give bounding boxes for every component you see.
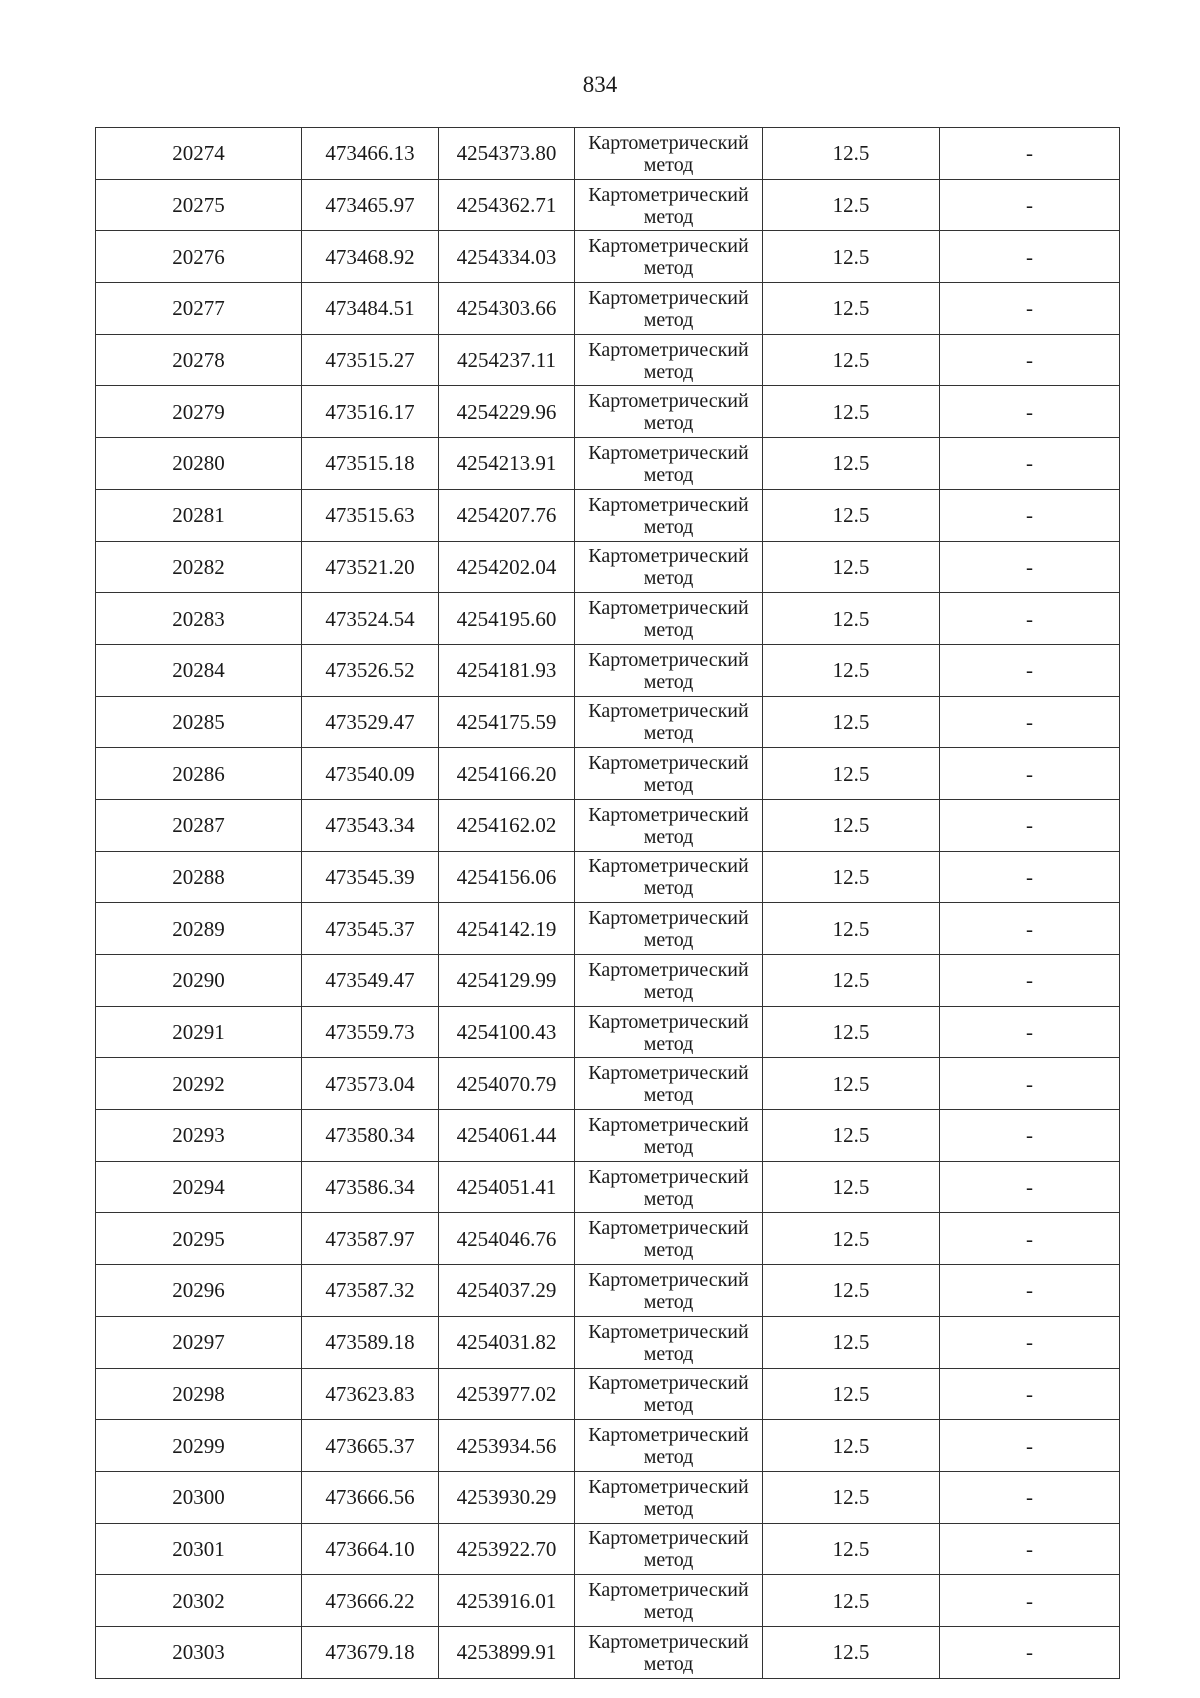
note-cell: - [940, 438, 1120, 490]
point-id-cell: 20299 [96, 1420, 302, 1472]
x-coordinate-cell: 473587.97 [302, 1213, 439, 1265]
point-id-cell: 20275 [96, 179, 302, 231]
accuracy-cell: 12.5 [763, 334, 940, 386]
accuracy-cell: 12.5 [763, 851, 940, 903]
table-row [96, 1265, 1120, 1317]
point-id-cell: 20276 [96, 231, 302, 283]
x-coordinate-cell: 473549.47 [302, 955, 439, 1007]
accuracy-cell: 12.5 [763, 1471, 940, 1523]
point-id-cell: 20282 [96, 541, 302, 593]
point-id-cell: 20285 [96, 696, 302, 748]
method-cell: Картометрический метод [575, 438, 763, 490]
method-cell: Картометрический метод [575, 179, 763, 231]
point-id-cell: 20283 [96, 593, 302, 645]
table-row [96, 1420, 1120, 1472]
y-coordinate-cell: 4254061.44 [439, 1110, 575, 1162]
x-coordinate-cell: 473468.92 [302, 231, 439, 283]
y-coordinate-cell: 4254207.76 [439, 489, 575, 541]
x-coordinate-cell: 473559.73 [302, 1006, 439, 1058]
method-cell: Картометрический метод [575, 1213, 763, 1265]
y-coordinate-cell: 4254213.91 [439, 438, 575, 490]
method-cell: Картометрический метод [575, 1626, 763, 1678]
y-coordinate-cell: 4254237.11 [439, 334, 575, 386]
y-coordinate-cell: 4254195.60 [439, 593, 575, 645]
point-id-cell: 20290 [96, 955, 302, 1007]
table-row [96, 283, 1120, 335]
table-row [96, 1575, 1120, 1627]
method-cell: Картометрический метод [575, 1523, 763, 1575]
method-cell: Картометрический метод [575, 955, 763, 1007]
accuracy-cell: 12.5 [763, 1575, 940, 1627]
method-cell: Картометрический метод [575, 128, 763, 180]
x-coordinate-cell: 473589.18 [302, 1316, 439, 1368]
x-coordinate-cell: 473587.32 [302, 1265, 439, 1317]
table-row [96, 748, 1120, 800]
method-cell: Картометрический метод [575, 231, 763, 283]
note-cell: - [940, 128, 1120, 180]
point-id-cell: 20289 [96, 903, 302, 955]
x-coordinate-cell: 473516.17 [302, 386, 439, 438]
point-id-cell: 20279 [96, 386, 302, 438]
table-row [96, 489, 1120, 541]
note-cell: - [940, 748, 1120, 800]
y-coordinate-cell: 4253977.02 [439, 1368, 575, 1420]
note-cell: - [940, 1420, 1120, 1472]
x-coordinate-cell: 473515.18 [302, 438, 439, 490]
x-coordinate-cell: 473664.10 [302, 1523, 439, 1575]
y-coordinate-cell: 4254156.06 [439, 851, 575, 903]
accuracy-cell: 12.5 [763, 593, 940, 645]
accuracy-cell: 12.5 [763, 283, 940, 335]
y-coordinate-cell: 4254334.03 [439, 231, 575, 283]
table-row [96, 128, 1120, 180]
x-coordinate-cell: 473580.34 [302, 1110, 439, 1162]
table-row [96, 231, 1120, 283]
point-id-cell: 20297 [96, 1316, 302, 1368]
accuracy-cell: 12.5 [763, 903, 940, 955]
x-coordinate-cell: 473524.54 [302, 593, 439, 645]
x-coordinate-cell: 473573.04 [302, 1058, 439, 1110]
point-id-cell: 20277 [96, 283, 302, 335]
accuracy-cell: 12.5 [763, 541, 940, 593]
method-cell: Картометрический метод [575, 1471, 763, 1523]
table-row [96, 851, 1120, 903]
note-cell: - [940, 1006, 1120, 1058]
x-coordinate-cell: 473529.47 [302, 696, 439, 748]
y-coordinate-cell: 4254229.96 [439, 386, 575, 438]
x-coordinate-cell: 473586.34 [302, 1161, 439, 1213]
method-cell: Картометрический метод [575, 1265, 763, 1317]
y-coordinate-cell: 4254051.41 [439, 1161, 575, 1213]
method-cell: Картометрический метод [575, 851, 763, 903]
y-coordinate-cell: 4254129.99 [439, 955, 575, 1007]
x-coordinate-cell: 473466.13 [302, 128, 439, 180]
accuracy-cell: 12.5 [763, 1006, 940, 1058]
point-id-cell: 20287 [96, 799, 302, 851]
accuracy-cell: 12.5 [763, 231, 940, 283]
y-coordinate-cell: 4254202.04 [439, 541, 575, 593]
point-id-cell: 20292 [96, 1058, 302, 1110]
x-coordinate-cell: 473666.22 [302, 1575, 439, 1627]
accuracy-cell: 12.5 [763, 799, 940, 851]
table-row [96, 438, 1120, 490]
point-id-cell: 20302 [96, 1575, 302, 1627]
table-row [96, 541, 1120, 593]
x-coordinate-cell: 473484.51 [302, 283, 439, 335]
y-coordinate-cell: 4254175.59 [439, 696, 575, 748]
y-coordinate-cell: 4253916.01 [439, 1575, 575, 1627]
method-cell: Картометрический метод [575, 1575, 763, 1627]
method-cell: Картометрический метод [575, 696, 763, 748]
table-row [96, 1213, 1120, 1265]
accuracy-cell: 12.5 [763, 1058, 940, 1110]
point-id-cell: 20280 [96, 438, 302, 490]
table-row [96, 1523, 1120, 1575]
point-id-cell: 20296 [96, 1265, 302, 1317]
y-coordinate-cell: 4253934.56 [439, 1420, 575, 1472]
point-id-cell: 20293 [96, 1110, 302, 1162]
method-cell: Картометрический метод [575, 644, 763, 696]
note-cell: - [940, 903, 1120, 955]
note-cell: - [940, 179, 1120, 231]
point-id-cell: 20278 [96, 334, 302, 386]
y-coordinate-cell: 4254037.29 [439, 1265, 575, 1317]
method-cell: Картометрический метод [575, 541, 763, 593]
accuracy-cell: 12.5 [763, 1213, 940, 1265]
y-coordinate-cell: 4253922.70 [439, 1523, 575, 1575]
point-id-cell: 20274 [96, 128, 302, 180]
method-cell: Картометрический метод [575, 593, 763, 645]
accuracy-cell: 12.5 [763, 1110, 940, 1162]
note-cell: - [940, 851, 1120, 903]
accuracy-cell: 12.5 [763, 955, 940, 1007]
x-coordinate-cell: 473515.63 [302, 489, 439, 541]
x-coordinate-cell: 473665.37 [302, 1420, 439, 1472]
table-row [96, 1058, 1120, 1110]
x-coordinate-cell: 473521.20 [302, 541, 439, 593]
y-coordinate-cell: 4254162.02 [439, 799, 575, 851]
x-coordinate-cell: 473540.09 [302, 748, 439, 800]
point-id-cell: 20301 [96, 1523, 302, 1575]
note-cell: - [940, 1265, 1120, 1317]
method-cell: Картометрический метод [575, 799, 763, 851]
x-coordinate-cell: 473545.37 [302, 903, 439, 955]
table-row [96, 1316, 1120, 1368]
accuracy-cell: 12.5 [763, 1420, 940, 1472]
y-coordinate-cell: 4254303.66 [439, 283, 575, 335]
note-cell: - [940, 541, 1120, 593]
accuracy-cell: 12.5 [763, 438, 940, 490]
accuracy-cell: 12.5 [763, 179, 940, 231]
table-row [96, 593, 1120, 645]
y-coordinate-cell: 4254373.80 [439, 128, 575, 180]
y-coordinate-cell: 4254046.76 [439, 1213, 575, 1265]
y-coordinate-cell: 4254181.93 [439, 644, 575, 696]
point-id-cell: 20291 [96, 1006, 302, 1058]
method-cell: Картометрический метод [575, 334, 763, 386]
accuracy-cell: 12.5 [763, 1161, 940, 1213]
x-coordinate-cell: 473679.18 [302, 1626, 439, 1678]
x-coordinate-cell: 473623.83 [302, 1368, 439, 1420]
table-row [96, 334, 1120, 386]
accuracy-cell: 12.5 [763, 1523, 940, 1575]
note-cell: - [940, 955, 1120, 1007]
y-coordinate-cell: 4254142.19 [439, 903, 575, 955]
point-id-cell: 20298 [96, 1368, 302, 1420]
table-row [96, 1471, 1120, 1523]
note-cell: - [940, 231, 1120, 283]
method-cell: Картометрический метод [575, 903, 763, 955]
point-id-cell: 20286 [96, 748, 302, 800]
note-cell: - [940, 1058, 1120, 1110]
point-id-cell: 20294 [96, 1161, 302, 1213]
accuracy-cell: 12.5 [763, 128, 940, 180]
table-row [96, 1161, 1120, 1213]
method-cell: Картометрический метод [575, 748, 763, 800]
note-cell: - [940, 1213, 1120, 1265]
table-row [96, 799, 1120, 851]
method-cell: Картометрический метод [575, 1368, 763, 1420]
note-cell: - [940, 1368, 1120, 1420]
y-coordinate-cell: 4254100.43 [439, 1006, 575, 1058]
note-cell: - [940, 1161, 1120, 1213]
accuracy-cell: 12.5 [763, 489, 940, 541]
table-row [96, 386, 1120, 438]
note-cell: - [940, 1110, 1120, 1162]
y-coordinate-cell: 4254031.82 [439, 1316, 575, 1368]
x-coordinate-cell: 473666.56 [302, 1471, 439, 1523]
point-id-cell: 20300 [96, 1471, 302, 1523]
y-coordinate-cell: 4253899.91 [439, 1626, 575, 1678]
note-cell: - [940, 1523, 1120, 1575]
method-cell: Картометрический метод [575, 283, 763, 335]
table-body [96, 128, 1120, 1679]
accuracy-cell: 12.5 [763, 1368, 940, 1420]
table-row [96, 955, 1120, 1007]
note-cell: - [940, 489, 1120, 541]
method-cell: Картометрический метод [575, 1420, 763, 1472]
table-row [96, 1006, 1120, 1058]
table-row [96, 903, 1120, 955]
page-number: 834 [582, 72, 618, 97]
x-coordinate-cell: 473515.27 [302, 334, 439, 386]
note-cell: - [940, 1575, 1120, 1627]
method-cell: Картометрический метод [575, 1316, 763, 1368]
note-cell: - [940, 1626, 1120, 1678]
table-row [96, 1110, 1120, 1162]
note-cell: - [940, 799, 1120, 851]
x-coordinate-cell: 473526.52 [302, 644, 439, 696]
table-row [96, 1368, 1120, 1420]
coordinates-table [95, 127, 1120, 1679]
note-cell: - [940, 334, 1120, 386]
accuracy-cell: 12.5 [763, 386, 940, 438]
note-cell: - [940, 1316, 1120, 1368]
point-id-cell: 20288 [96, 851, 302, 903]
note-cell: - [940, 696, 1120, 748]
accuracy-cell: 12.5 [763, 1265, 940, 1317]
accuracy-cell: 12.5 [763, 1316, 940, 1368]
method-cell: Картометрический метод [575, 1161, 763, 1213]
y-coordinate-cell: 4254362.71 [439, 179, 575, 231]
method-cell: Картометрический метод [575, 1058, 763, 1110]
point-id-cell: 20281 [96, 489, 302, 541]
method-cell: Картометрический метод [575, 1006, 763, 1058]
y-coordinate-cell: 4254070.79 [439, 1058, 575, 1110]
point-id-cell: 20284 [96, 644, 302, 696]
note-cell: - [940, 593, 1120, 645]
accuracy-cell: 12.5 [763, 748, 940, 800]
accuracy-cell: 12.5 [763, 1626, 940, 1678]
point-id-cell: 20295 [96, 1213, 302, 1265]
method-cell: Картометрический метод [575, 386, 763, 438]
note-cell: - [940, 1471, 1120, 1523]
accuracy-cell: 12.5 [763, 696, 940, 748]
point-id-cell: 20303 [96, 1626, 302, 1678]
note-cell: - [940, 283, 1120, 335]
table-row [96, 179, 1120, 231]
x-coordinate-cell: 473545.39 [302, 851, 439, 903]
x-coordinate-cell: 473465.97 [302, 179, 439, 231]
table-row [96, 696, 1120, 748]
y-coordinate-cell: 4253930.29 [439, 1471, 575, 1523]
accuracy-cell: 12.5 [763, 644, 940, 696]
table-row [96, 1626, 1120, 1678]
y-coordinate-cell: 4254166.20 [439, 748, 575, 800]
note-cell: - [940, 386, 1120, 438]
method-cell: Картометрический метод [575, 1110, 763, 1162]
note-cell: - [940, 644, 1120, 696]
table-row [96, 644, 1120, 696]
method-cell: Картометрический метод [575, 489, 763, 541]
x-coordinate-cell: 473543.34 [302, 799, 439, 851]
